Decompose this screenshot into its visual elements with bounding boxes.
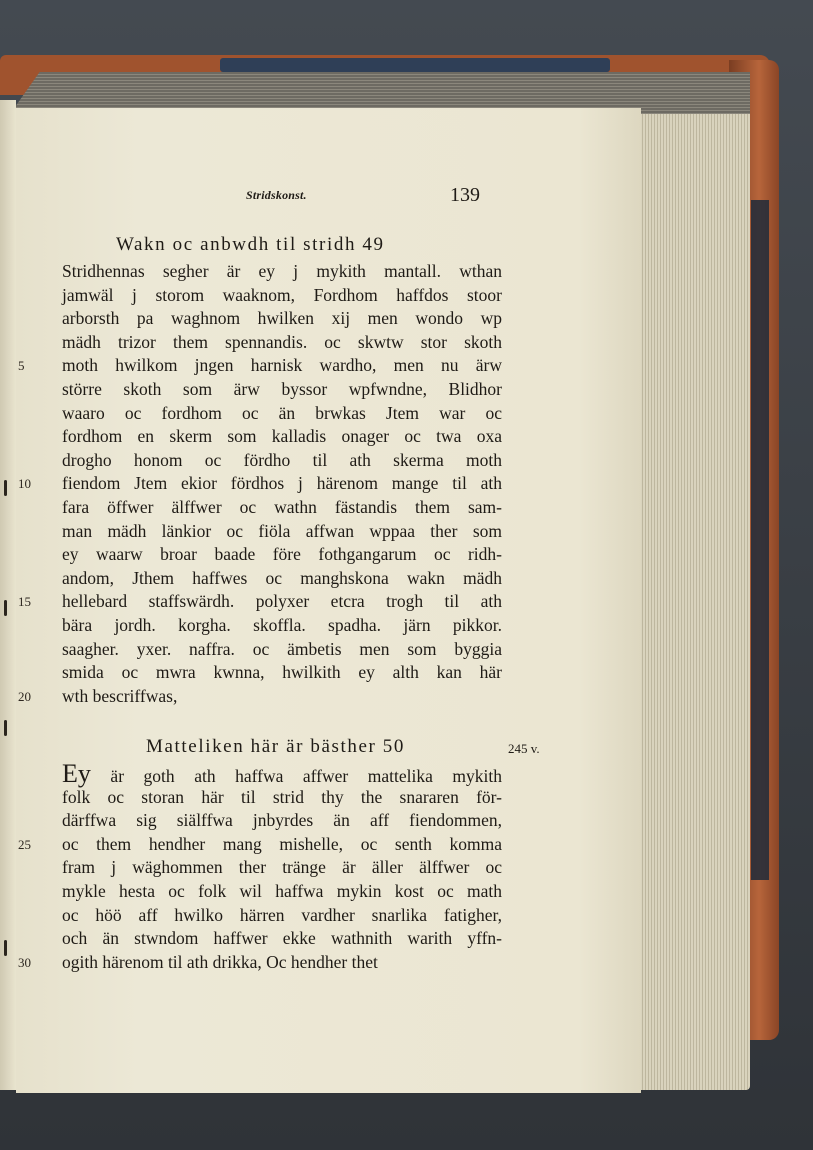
text-line: drogho honom oc fördho til ath skerma moth	[62, 449, 502, 470]
text-line: Ey är goth ath haffwa affwer mattelika mykith	[62, 759, 502, 788]
edge-mark	[4, 480, 7, 496]
edge-mark	[4, 600, 7, 616]
text-line: ogith härenom til ath drikka, Oc hendher thet	[62, 951, 378, 972]
margin-note: 245 v.	[508, 741, 540, 756]
text-line: oc them hendher mang mishelle, oc senth komma	[62, 833, 502, 854]
line-number: 20	[18, 688, 31, 704]
text-line: fiendom Jtem ekior fördhos j härenom mange til ath	[62, 473, 502, 494]
text-line: hellebard staffswärdh. polyxer etcra trogh til ath	[62, 591, 502, 612]
text-line: jamwäl j storom waaknom, Fordhom haffdos stoor	[62, 284, 502, 305]
spine-band	[220, 58, 610, 72]
text-line: större skoth som ärw byssor wpfwndne, Blidhor	[62, 379, 502, 399]
section-title: Wakn oc anbwdh til stridh 49	[116, 234, 385, 255]
cover-wear	[751, 200, 769, 880]
text-line: wth bescriffwas,	[62, 685, 178, 706]
text-line: waaro oc fordhom oc än brwkas Jtem war oc	[62, 402, 502, 423]
text-line: därffwa sig siälffwa jnbyrdes än aff fiendommen,	[62, 810, 502, 831]
book-page	[16, 108, 641, 1093]
page-edges	[640, 80, 750, 1090]
text-line: moth hwilkom jngen harnisk wardho, men nu ärw	[62, 355, 502, 376]
text-line: fram j wäghommen ther tränge är äller älffwer oc	[62, 857, 502, 878]
text-line: mädh trizor them spennandis. oc skwtw stor skoth	[62, 331, 502, 352]
text-line: Stridhennas segher är ey j mykith mantall. wthan	[62, 261, 502, 281]
edge-mark	[4, 940, 7, 956]
line-number: 5	[18, 358, 25, 374]
text-line: fordhom en skerm som kalladis onager oc twa oxa	[62, 426, 502, 447]
line-number: 10	[18, 476, 31, 492]
edge-mark	[4, 720, 7, 736]
text-line: ey waarw broar baade före fothgangarum oc ridh-	[62, 544, 502, 565]
line-number: 15	[18, 594, 31, 610]
running-head: Stridskonst.	[246, 188, 307, 202]
page-number: 139	[450, 184, 480, 206]
text-line: bära jordh. korgha. skoffla. spadha. järn pikkor.	[62, 615, 502, 635]
text-line: folk oc storan här til strid thy the snararen för-	[62, 786, 502, 807]
text-line: fara öffwer älffwer oc wathn fästandis them sam-	[62, 497, 502, 517]
text-line: och än stwndom haffwer ekke wathnith warith yffn-	[62, 928, 502, 949]
text-line: andom, Jthem haffwes oc manghskona wakn mädh	[62, 567, 502, 588]
text-line: man mädh länkior oc fiöla affwan wppaa ther som	[62, 520, 502, 541]
text-line: arborsth pa waghnom hwilken xij men wondo wp	[62, 308, 502, 329]
line-number: 30	[18, 954, 31, 970]
section-title: Matteliken här är bästher 50	[146, 736, 405, 757]
facing-page-edge	[0, 100, 16, 1090]
text-line: mykle hesta oc folk wil haffwa mykin kost oc math	[62, 881, 502, 901]
text-line: saagher. yxer. naffra. oc ämbetis men som byggia	[62, 638, 502, 659]
text-line: smida oc mwra kwnna, hwilkith ey alth kan här	[62, 662, 502, 683]
text-line: oc höö aff hwilko härren vardher snarlika fatigher,	[62, 904, 502, 925]
line-number: 25	[18, 836, 31, 852]
